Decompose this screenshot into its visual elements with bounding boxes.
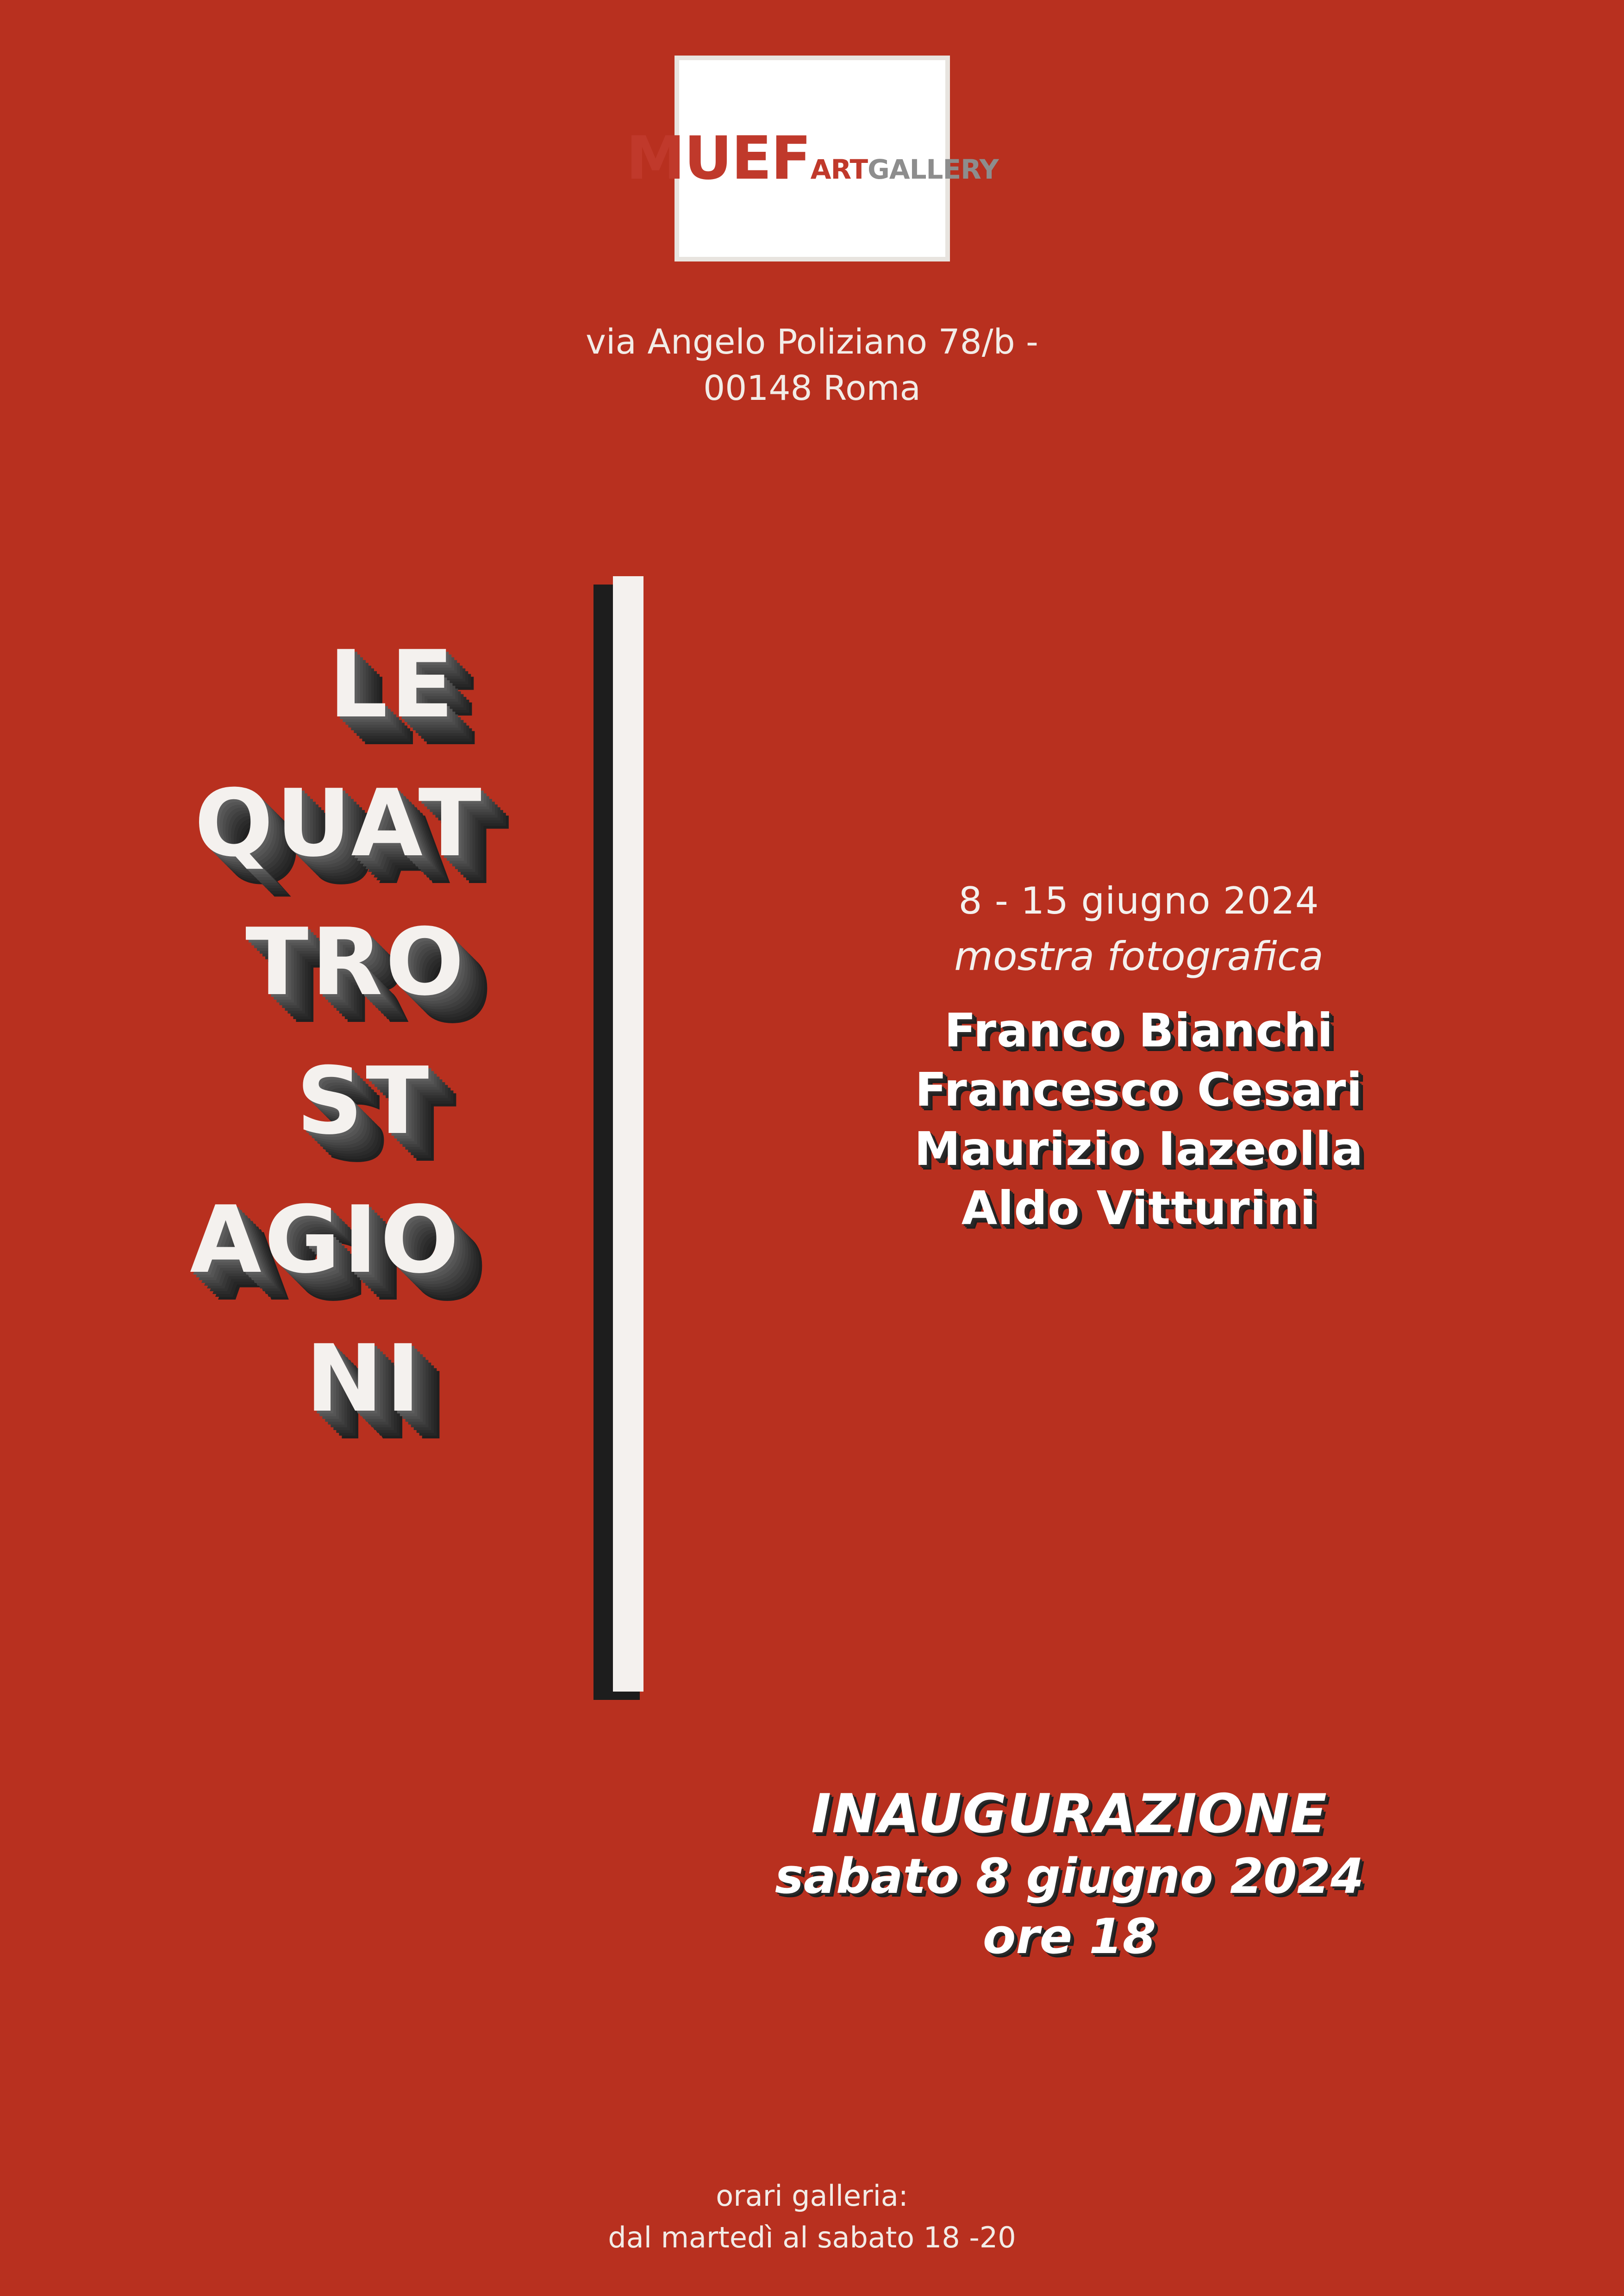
title-line-5: AGIO <box>190 1186 462 1294</box>
address-line-2: 00148 Roma <box>703 368 921 408</box>
title-line-6: NI <box>306 1325 423 1433</box>
gallery-logo <box>626 56 999 261</box>
gallery-hours-label: orari galleria: <box>716 2179 908 2213</box>
address-line-1: via Angelo Poliziano 78/b - <box>586 322 1038 362</box>
opening-time: ore 18 <box>982 1908 1156 1965</box>
title-line-4: ST <box>296 1047 432 1155</box>
artist-name: Francesco Cesari <box>915 1063 1363 1117</box>
opening-heading: INAUGURAZIONE <box>811 1783 1328 1845</box>
artist-name: Aldo Vitturini <box>961 1181 1317 1235</box>
divider-bar-face <box>613 576 643 1692</box>
exhibition-info <box>722 879 1555 1238</box>
artist-name: Franco Bianchi <box>944 1003 1334 1058</box>
gallery-address <box>0 319 1624 412</box>
title-line-3: TRO <box>245 908 467 1016</box>
opening-info <box>593 1782 1546 1966</box>
exhibition-subtitle: mostra fotografica <box>954 933 1324 980</box>
title-line-1: LE <box>329 631 457 739</box>
logo-gallery-text: GALLERY <box>868 154 999 185</box>
logo-wordmark <box>626 124 998 193</box>
gallery-hours <box>0 2175 1624 2259</box>
vertical-divider-bar <box>593 576 658 1703</box>
title-line-2: QUAT <box>194 770 484 877</box>
poster-title <box>139 631 657 1564</box>
logo-art-text: ART <box>810 154 868 185</box>
opening-date: sabato 8 giugno 2024 <box>775 1848 1364 1905</box>
logo-muef-text: MUEF <box>626 124 811 193</box>
exhibition-dates: 8 - 15 giugno 2024 <box>958 879 1319 922</box>
gallery-hours-value: dal martedì al sabato 18 -20 <box>608 2220 1016 2254</box>
artist-name: Maurizio Iazeolla <box>914 1122 1364 1176</box>
